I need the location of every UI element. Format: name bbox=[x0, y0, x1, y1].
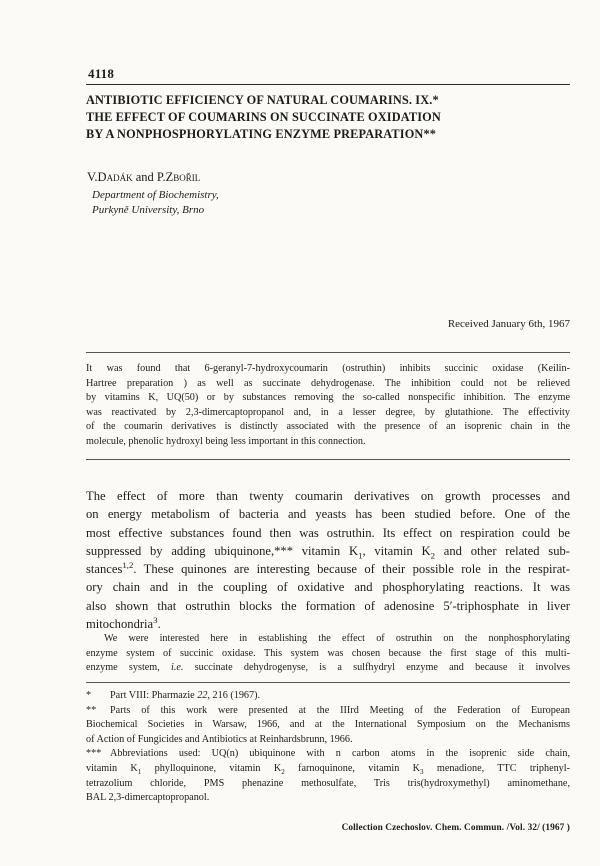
body-line: most effective substances found then was ostruthin. Its effect on respiration could be bbox=[86, 525, 570, 540]
text-run: , 216 (1967). bbox=[207, 690, 261, 701]
page-number: 4118 bbox=[88, 66, 115, 81]
author-conjunction: and bbox=[132, 170, 157, 184]
italic-text: i.e. bbox=[171, 662, 184, 674]
subscript: 1 bbox=[358, 550, 363, 561]
abstract-line: It was found that 6-geranyl-7-hydroxycoumarin (ostruthin) inhibits succinic oxidase (Keilin- bbox=[86, 363, 570, 374]
subscript: 2 bbox=[281, 768, 285, 776]
text-run: Part VIII: Pharmazie bbox=[110, 690, 198, 701]
subscript: 2 bbox=[430, 550, 436, 561]
text-run: farnoquinone, vitamin K bbox=[284, 762, 421, 774]
body-line bbox=[86, 560, 570, 578]
author-initial: V. bbox=[87, 170, 98, 184]
text-run: Abbreviations used: UQ(n) ubiquinone with n carbon atoms in the isoprenic side chain, bbox=[110, 748, 570, 760]
footnote-line bbox=[86, 689, 570, 704]
text-run: . These quinones are interesting because of their possible role in the respirat- bbox=[133, 562, 570, 577]
text-run: menadione, TTC triphenyl- bbox=[423, 762, 570, 774]
text-run: enzyme system, bbox=[86, 662, 172, 674]
subscript: 3 bbox=[420, 768, 424, 776]
body-line bbox=[86, 542, 570, 560]
text-run: stances bbox=[86, 562, 123, 577]
title-line: ANTIBIOTIC EFFICIENCY OF NATURAL COUMARINS. IX.* bbox=[86, 93, 439, 107]
text-run: and other related sub- bbox=[435, 543, 570, 558]
subscript: 1 bbox=[137, 768, 142, 776]
citation-superscript: 3 bbox=[153, 614, 158, 625]
footnote-line: tetrazolium chloride, PMS phenazine methosulfate, Tris tris(hydroxymethyl) aminomethane, bbox=[86, 777, 570, 789]
footnote-line bbox=[86, 747, 570, 762]
text-run: suppressed by adding ubiquinone,*** vitamin K bbox=[86, 543, 359, 558]
footnotes bbox=[86, 689, 570, 806]
text-run: mitochondria bbox=[86, 617, 154, 632]
author-surname: Zbořil bbox=[165, 170, 201, 184]
body-line: We were interested here in establishing the effect of ostruthin on the nonphosphorylating bbox=[104, 633, 570, 644]
abstract-rule-top bbox=[86, 352, 570, 353]
text-run: , vitamin K bbox=[362, 543, 431, 558]
body-line: on energy metabolism of bacteria and yeasts has been studied before. One of the bbox=[86, 507, 570, 522]
footnote-line: Biochemical Societies in Warsaw, 1966, and at the International Symposium on the Mechanisms bbox=[86, 719, 570, 731]
footnote-line bbox=[86, 762, 570, 777]
text-run: phylloquinone, vitamin K bbox=[141, 762, 282, 774]
body-line bbox=[86, 661, 570, 676]
body-line: also shown that ostruthin blocks the formation of adenosine 5′-triphosphate in liver bbox=[86, 598, 570, 613]
affiliation-line: Department of Biochemistry, bbox=[92, 189, 219, 201]
title-line: BY A NONPHOSPHORYLATING ENZYME PREPARATION** bbox=[86, 127, 437, 141]
affiliation bbox=[92, 188, 219, 218]
italic-text: 22 bbox=[197, 690, 208, 701]
article-title bbox=[86, 92, 570, 143]
footnote-line bbox=[86, 704, 570, 719]
footnote-rule bbox=[86, 682, 570, 683]
footnote-marker: *** bbox=[86, 748, 102, 760]
body-line: enzyme system of succinic oxidase. This system was chosen because the first stage of this multi- bbox=[86, 647, 570, 659]
abstract-line: by vitamins K, UQ(50) or by substances removing the so-called nonspecific inhibition. The enzyme bbox=[86, 392, 570, 404]
body-line: ory chain and in the coupling of oxidative and phosphorylating reactions. It was bbox=[86, 580, 570, 595]
footnote-line: of Action of Fungicides and Antibiotics at Reinhardsbrunn, 1966. bbox=[86, 733, 353, 745]
abstract bbox=[86, 362, 570, 450]
abstract-line: molecule, phenolic hydroxyl being less important in this connection. bbox=[86, 435, 366, 447]
text-run: Parts of this work were presented at the IIIrd Meeting of the Federation of European bbox=[110, 704, 570, 716]
citation-superscript: 1,2 bbox=[122, 560, 134, 570]
journal-footer: Collection Czechoslov. Chem. Commun. /Vol. 32/ (1967 ) bbox=[341, 823, 570, 833]
body-line: The effect of more than twenty coumarin derivatives on growth processes and bbox=[86, 489, 570, 503]
received-date: Received January 6th, 1967 bbox=[447, 318, 570, 330]
affiliation-line: Purkyně University, Brno bbox=[92, 204, 205, 216]
text-run: succinate dehydrogenyse, is a sulfhydryl enzyme and because it involves bbox=[183, 662, 570, 674]
footnote-marker: * bbox=[86, 690, 92, 701]
footnote-line: BAL 2,3-dimercaptopropanol. bbox=[86, 792, 210, 804]
abstract-line: of the coumarin derivatives is distinctly associated with the presence of an isoprenic chain in the bbox=[86, 421, 570, 433]
author-surname: Dadák bbox=[97, 170, 133, 184]
top-rule bbox=[86, 84, 570, 85]
authors bbox=[87, 170, 200, 185]
body-line bbox=[86, 615, 570, 633]
title-line: THE EFFECT OF COUMARINS ON SUCCINATE OXIDATION bbox=[86, 110, 441, 124]
footnote-marker: ** bbox=[86, 704, 97, 716]
abstract-line: was reactivated by 2,3-dimercaptopropanol and, in a lesser degree, by glutathione. The effectivity bbox=[86, 406, 570, 418]
text-run: . bbox=[157, 617, 161, 632]
body-paragraph bbox=[86, 487, 570, 633]
author-initial: P. bbox=[156, 170, 166, 184]
body-paragraph-2 bbox=[86, 632, 570, 676]
abstract-line: Hartree preparation ) as well as succinate dehydrogenase. The inhibition could not be relieved bbox=[86, 377, 570, 389]
text-run: vitamin K bbox=[86, 762, 138, 774]
abstract-rule-bottom bbox=[86, 459, 570, 460]
